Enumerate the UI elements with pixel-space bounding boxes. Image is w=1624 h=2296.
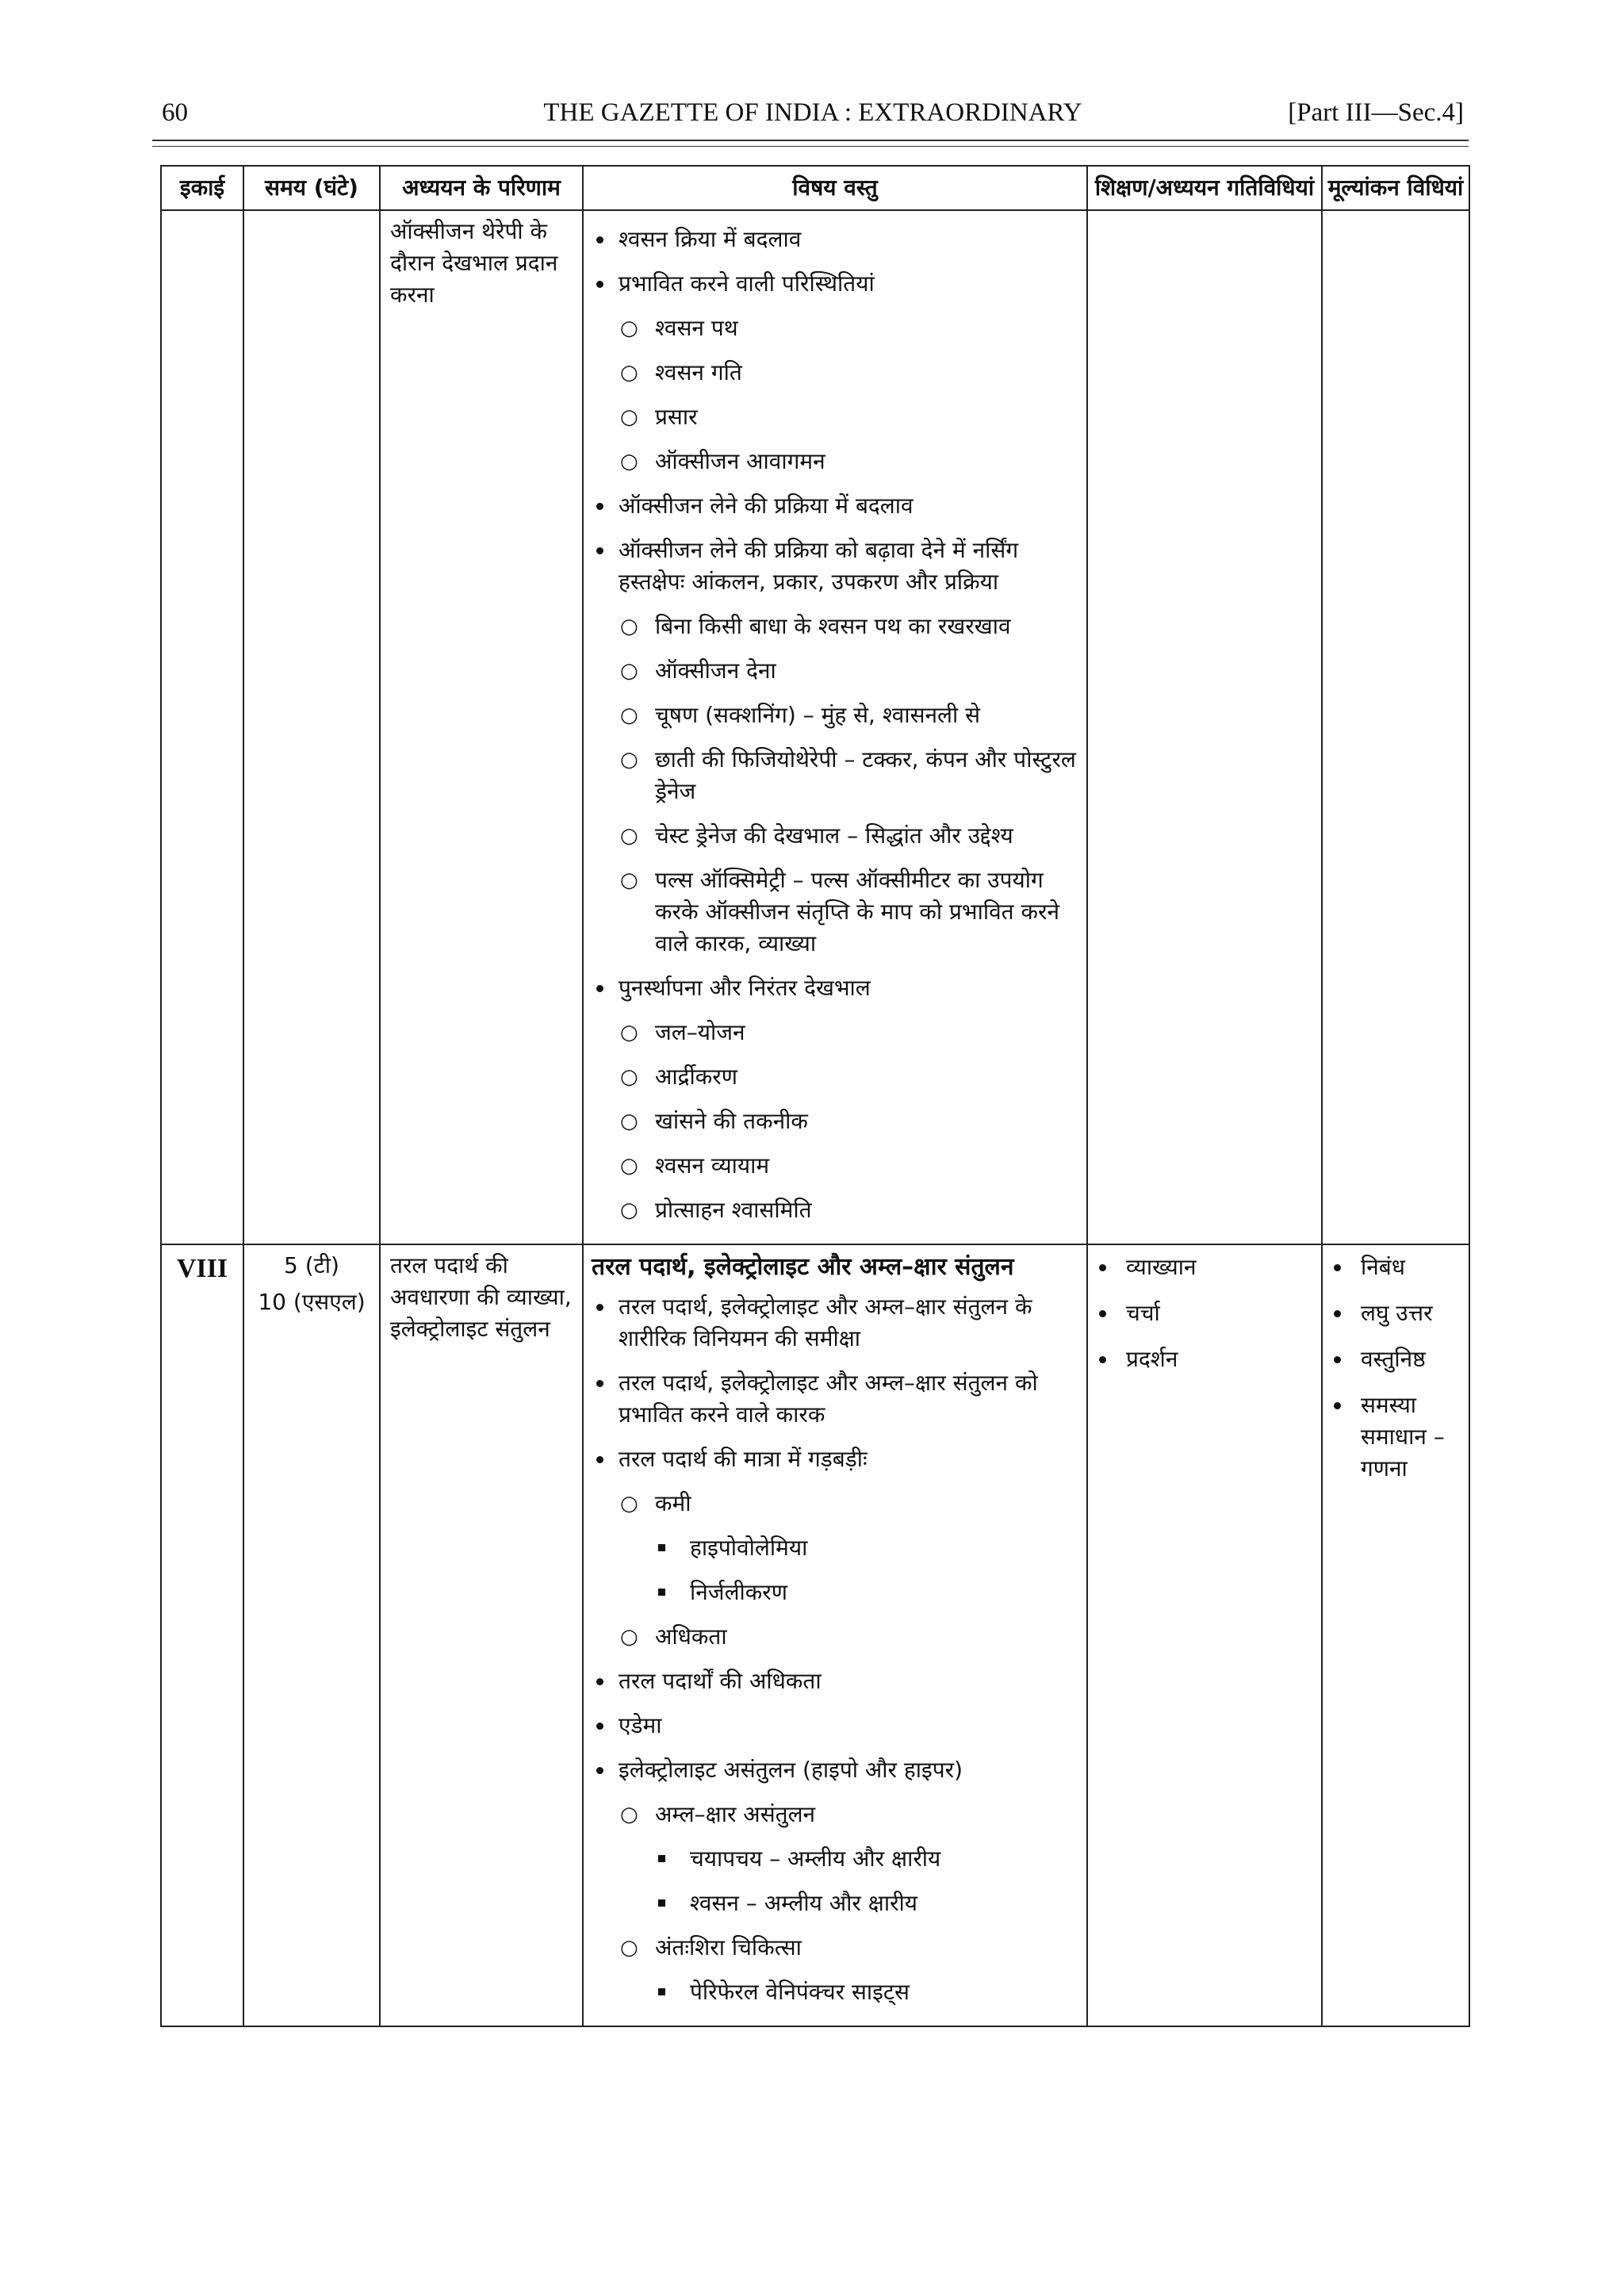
- circle-bullet-icon: ○: [620, 1198, 638, 1222]
- content-item-level-2: [590, 401, 1080, 433]
- col-header-activities: शिक्षण/अध्ययन गतिविधियां: [1087, 166, 1322, 210]
- content-item-text: कमी: [655, 1490, 691, 1516]
- content-item-level-2: [590, 1194, 1080, 1226]
- outcome-cell: तरल पदार्थ की अवधारणा की व्याख्या, इलेक्ट्रोलाइट संतुलन: [380, 1244, 583, 2026]
- content-list: [590, 224, 1080, 1226]
- content-item-text: आर्द्रीकरण: [655, 1064, 737, 1090]
- assessment-item: [1329, 1389, 1462, 1485]
- content-item-level-1: [590, 1665, 1080, 1697]
- part-section: [Part III—Sec.4]: [1288, 98, 1464, 127]
- assessment-item: [1329, 1251, 1462, 1283]
- content-item-text: तरल पदार्थ, इलेक्ट्रोलाइट और अम्ल–क्षार संतुलन के शारीरिक विनियमन की समीक्षा: [619, 1294, 1032, 1351]
- table-header-row: [161, 166, 1469, 210]
- content-item-level-1: [590, 1710, 1080, 1742]
- circle-bullet-icon: ○: [620, 405, 638, 429]
- table-row: [161, 210, 1469, 1244]
- content-item-level-3: [590, 1577, 1080, 1608]
- bullet-icon: [1099, 1264, 1106, 1271]
- content-item-text: चयापचय – अम्लीय और क्षारीय: [690, 1846, 941, 1872]
- content-item-text: चेस्ट ड्रेनेज की देखभाल – सिद्धांत और उद्देश्य: [655, 822, 1013, 849]
- item-text: प्रदर्शन: [1126, 1346, 1178, 1372]
- circle-bullet-icon: ○: [620, 1625, 638, 1649]
- col-header-time: समय (घंटे): [243, 166, 380, 210]
- circle-bullet-icon: ○: [620, 615, 638, 638]
- content-heading: तरल पदार्थ, इलेक्ट्रोलाइट और अम्ल–क्षार संतुलन: [592, 1253, 1014, 1281]
- time-value: 5 (टी): [284, 1252, 339, 1278]
- circle-bullet-icon: ○: [620, 450, 638, 473]
- content-item-level-1: [590, 490, 1080, 522]
- time-cell: [243, 1244, 380, 2026]
- content-item-level-3: [590, 1843, 1080, 1875]
- content-item-level-2: [590, 312, 1080, 344]
- content-item-level-2: [590, 1150, 1080, 1182]
- content-item-text: अम्ल–क्षार असंतुलन: [655, 1801, 816, 1827]
- bullet-icon: [1334, 1356, 1341, 1363]
- assessment-cell: [1322, 1244, 1469, 2026]
- outcome-cell: ऑक्सीजन थेरेपी के दौरान देखभाल प्रदान करना: [380, 210, 583, 1244]
- content-item-level-3: [590, 1532, 1080, 1564]
- square-bullet-icon: [658, 1988, 665, 1995]
- time-value: 10 (एसएल): [258, 1289, 366, 1315]
- item-text: वस्तुनिष्ठ: [1361, 1346, 1426, 1372]
- gazette-title: THE GAZETTE OF INDIA : EXTRAORDINARY: [543, 98, 1082, 127]
- content-item-text: पुनर्स्थापना और निरंतर देखभाल: [619, 975, 871, 1001]
- col-header-outcome: अध्ययन के परिणाम: [380, 166, 583, 210]
- content-item-level-2: [590, 1061, 1080, 1093]
- item-text: समस्या समाधान – गणना: [1361, 1392, 1445, 1481]
- content-item-text: श्वसन व्यायाम: [655, 1152, 770, 1179]
- content-item-text: एडेमा: [619, 1712, 662, 1738]
- content-item-level-2: [590, 655, 1080, 687]
- bullet-icon: [1334, 1310, 1341, 1317]
- content-item-level-3: [590, 1976, 1080, 2008]
- square-bullet-icon: [658, 1899, 665, 1907]
- content-item-text: छाती की फिजियोथेरेपी – टक्कर, कंपन और पोस्टुरल ड्रेनेज: [655, 746, 1076, 804]
- content-item-text: प्रोत्साहन श्वासमिति: [655, 1197, 812, 1223]
- circle-bullet-icon: ○: [620, 1936, 638, 1960]
- activities-cell: [1087, 210, 1322, 1244]
- content-cell: [583, 1244, 1087, 2026]
- item-text: व्याख्यान: [1126, 1254, 1197, 1280]
- content-item-text: खांसने की तकनीक: [655, 1108, 808, 1134]
- content-item-level-2: [590, 1106, 1080, 1137]
- content-item-level-1: [590, 224, 1080, 255]
- content-item-level-1: [590, 972, 1080, 1004]
- content-item-level-1: [590, 535, 1080, 598]
- content-item-level-2: [590, 611, 1080, 642]
- content-item-text: तरल पदार्थ की मात्रा में गड़बड़ीः: [619, 1446, 868, 1472]
- content-item-text: प्रसार: [655, 404, 698, 430]
- content-item-text: पल्स ऑक्सिमेट्री – पल्स ऑक्सीमीटर का उपयोग करके ऑक्सीजन संतृप्ति के माप को प्रभावित करने वाले कारक, व्याख्या: [655, 867, 1060, 956]
- content-item-text: हाइपोवोलेमिया: [690, 1535, 808, 1561]
- content-item-level-2: [590, 1488, 1080, 1520]
- activity-item: [1094, 1343, 1315, 1375]
- content-item-text: निर्जलीकरण: [690, 1579, 788, 1605]
- unit-cell: [161, 210, 243, 1244]
- item-text: लघु उत्तर: [1361, 1300, 1433, 1326]
- col-header-content: विषय वस्तु: [583, 166, 1087, 210]
- item-text: निबंध: [1361, 1254, 1406, 1280]
- content-item-text: श्वसन गति: [655, 359, 742, 385]
- content-item-text: जल–योजन: [655, 1019, 745, 1045]
- content-item-text: अंतःशिरा चिकित्सा: [655, 1934, 802, 1961]
- content-item-text: पेरिफेरल वेनिपंक्चर साइट्स: [690, 1979, 910, 2005]
- header-rule: [152, 140, 1469, 141]
- unit-cell: VIII: [161, 1244, 243, 2026]
- circle-bullet-icon: ○: [620, 748, 638, 772]
- content-item-level-1: [590, 1754, 1080, 1786]
- activities-cell: [1087, 1244, 1322, 2026]
- circle-bullet-icon: ○: [620, 659, 638, 683]
- circle-bullet-icon: ○: [620, 1492, 638, 1516]
- content-item-level-2: [590, 744, 1080, 807]
- content-item-level-2: [590, 1621, 1080, 1653]
- assessment-item: [1329, 1297, 1462, 1329]
- content-item-text: इलेक्ट्रोलाइट असंतुलन (हाइपो और हाइपर): [619, 1757, 963, 1783]
- content-item-level-1: [590, 1443, 1080, 1475]
- content-item-level-2: [590, 820, 1080, 852]
- content-item-level-2: [590, 1799, 1080, 1830]
- circle-bullet-icon: ○: [620, 1065, 638, 1089]
- content-item-text: ऑक्सीजन लेने की प्रक्रिया को बढ़ावा देने में नर्सिंग हस्तक्षेपः आंकलन, प्रकार, उपकरण और प्रक्रिया: [619, 537, 1019, 595]
- content-item-level-2: [590, 1932, 1080, 1964]
- content-item-text: बिना किसी बाधा के श्वसन पथ का रखरखाव: [655, 613, 1011, 639]
- content-item-text: अधिकता: [655, 1623, 727, 1650]
- circle-bullet-icon: ○: [620, 316, 638, 340]
- header-rule-thin: [152, 146, 1469, 147]
- content-item-text: ऑक्सीजन लेने की प्रक्रिया में बदलाव: [619, 493, 914, 519]
- table-row: [161, 1244, 1469, 2026]
- content-item-level-2: [590, 864, 1080, 960]
- syllabus-table: [160, 165, 1470, 2027]
- content-item-text: चूषण (सक्शनिंग) – मुंह से, श्वासनली से: [655, 702, 981, 728]
- circle-bullet-icon: ○: [620, 1021, 638, 1045]
- item-text: चर्चा: [1126, 1300, 1160, 1326]
- content-item-level-2: [590, 700, 1080, 731]
- col-header-assessment: मूल्यांकन विधियां: [1322, 166, 1469, 210]
- circle-bullet-icon: ○: [620, 361, 638, 385]
- bullet-icon: [1334, 1402, 1341, 1409]
- content-item-text: श्वसन क्रिया में बदलाव: [619, 226, 802, 252]
- content-item-text: तरल पदार्थों की अधिकता: [619, 1668, 822, 1694]
- square-bullet-icon: [658, 1544, 665, 1551]
- content-item-level-1: [590, 1291, 1080, 1355]
- circle-bullet-icon: ○: [620, 1803, 638, 1826]
- assessment-item: [1329, 1343, 1462, 1375]
- square-bullet-icon: [658, 1589, 665, 1596]
- content-item-text: प्रभावित करने वाली परिस्थितियां: [619, 270, 875, 297]
- content-cell: [583, 210, 1087, 1244]
- content-list: [590, 1291, 1080, 2008]
- col-header-unit: इकाई: [161, 166, 243, 210]
- content-item-text: श्वसन पथ: [655, 315, 738, 341]
- circle-bullet-icon: ○: [620, 1110, 638, 1133]
- square-bullet-icon: [658, 1855, 665, 1862]
- bullet-icon: [1099, 1310, 1106, 1317]
- content-item-level-2: [590, 357, 1080, 389]
- content-item-text: ऑक्सीजन देना: [655, 657, 776, 684]
- circle-bullet-icon: ○: [620, 1154, 638, 1178]
- content-item-level-1: [590, 268, 1080, 300]
- circle-bullet-icon: ○: [620, 703, 638, 727]
- content-item-level-2: [590, 446, 1080, 477]
- content-item-text: ऑक्सीजन आवागमन: [655, 448, 825, 474]
- content-item-level-3: [590, 1888, 1080, 1919]
- content-item-text: श्वसन – अम्लीय और क्षारीय: [690, 1890, 918, 1916]
- assessment-cell: [1322, 210, 1469, 1244]
- bullet-icon: [1334, 1264, 1341, 1271]
- content-item-text: तरल पदार्थ, इलेक्ट्रोलाइट और अम्ल–क्षार संतुलन को प्रभावित करने वाले कारक: [619, 1370, 1038, 1428]
- time-cell: [243, 210, 380, 1244]
- content-item-level-1: [590, 1367, 1080, 1431]
- circle-bullet-icon: ○: [620, 824, 638, 848]
- bullet-icon: [1099, 1356, 1106, 1363]
- page-header: [162, 94, 1464, 133]
- page-number: 60: [162, 98, 188, 127]
- activity-item: [1094, 1297, 1315, 1329]
- content-item-level-2: [590, 1017, 1080, 1048]
- activity-item: [1094, 1251, 1315, 1283]
- circle-bullet-icon: ○: [620, 868, 638, 892]
